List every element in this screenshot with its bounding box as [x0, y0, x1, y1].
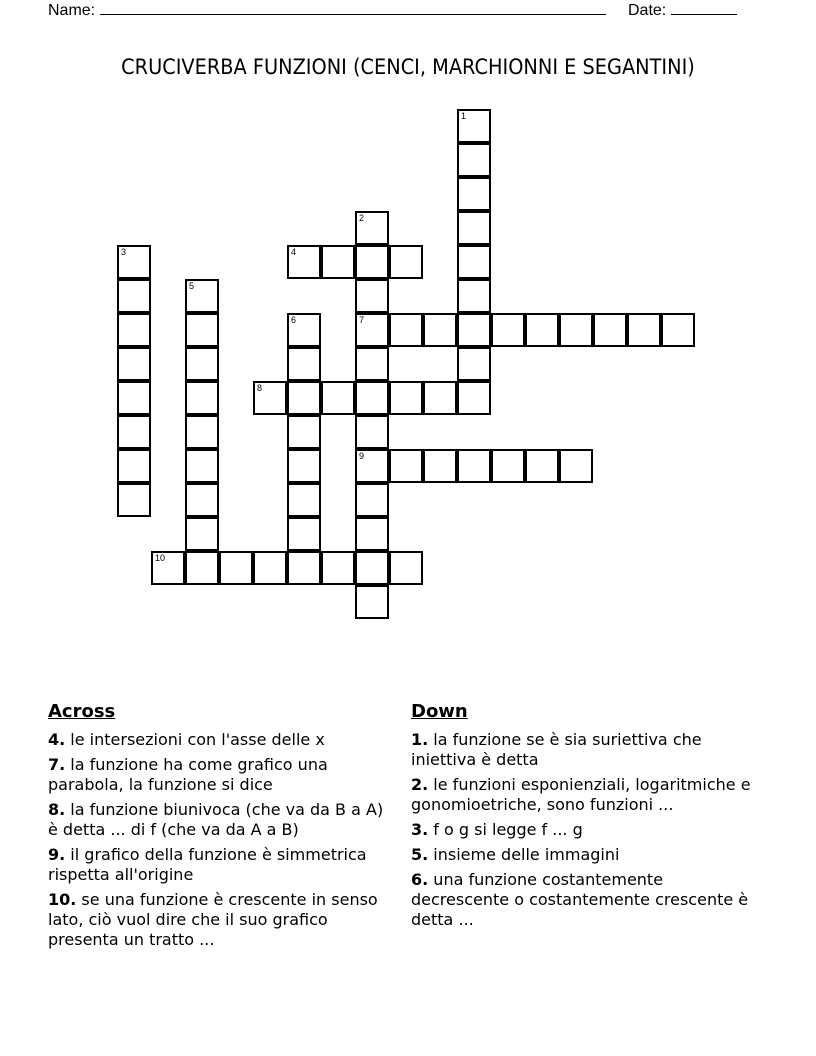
crossword-cell[interactable]	[355, 551, 389, 585]
clue-item-number: 3.	[411, 820, 429, 839]
clue-item-text: insieme delle immagini	[428, 845, 620, 864]
clue-number: 10	[155, 553, 166, 563]
clue-item	[411, 775, 761, 815]
clue-number: 3	[121, 247, 127, 257]
clue-item	[48, 755, 398, 795]
clue-item-number: 10.	[48, 890, 77, 909]
crossword-cell[interactable]	[185, 449, 219, 483]
crossword-cell[interactable]	[457, 313, 491, 347]
clue-item-number: 8.	[48, 800, 66, 819]
crossword-cell[interactable]	[491, 449, 525, 483]
down-clues	[411, 700, 761, 935]
crossword-cell[interactable]	[185, 313, 219, 347]
crossword-cell[interactable]	[355, 381, 389, 415]
crossword-cell[interactable]	[389, 245, 423, 279]
crossword-cell[interactable]	[355, 279, 389, 313]
clue-item-number: 6.	[411, 870, 429, 889]
crossword-cell[interactable]	[287, 517, 321, 551]
crossword-cell[interactable]	[151, 551, 185, 585]
crossword-cell[interactable]	[117, 415, 151, 449]
crossword-cell[interactable]	[117, 483, 151, 517]
clue-item-text: la funzione biunivoca (che va da B a A) è detta ... di f (che va da A a B)	[48, 800, 384, 839]
crossword-cell[interactable]	[593, 313, 627, 347]
crossword-cell[interactable]	[457, 211, 491, 245]
clue-item-text: una funzione costantemente decrescente o costantemente crescente è detta ...	[411, 870, 749, 929]
crossword-cell[interactable]	[525, 449, 559, 483]
crossword-cell[interactable]	[219, 551, 253, 585]
crossword-cell[interactable]	[389, 449, 423, 483]
crossword-cell[interactable]	[287, 313, 321, 347]
clue-item	[48, 730, 398, 750]
down-heading: Down	[411, 701, 468, 722]
crossword-cell[interactable]	[185, 483, 219, 517]
crossword-cell[interactable]	[559, 449, 593, 483]
crossword-cell[interactable]	[457, 449, 491, 483]
crossword-cell[interactable]	[389, 381, 423, 415]
clue-number: 8	[257, 383, 263, 393]
clue-number: 4	[291, 247, 297, 257]
clue-item	[411, 820, 761, 840]
clue-item-text: se una funzione è crescente in senso lato, ciò vuol dire che il suo grafico presenta un tratto ...	[48, 890, 378, 949]
crossword-cell[interactable]	[627, 313, 661, 347]
across-clues	[48, 700, 398, 955]
crossword-cell[interactable]	[661, 313, 695, 347]
crossword-cell[interactable]	[253, 381, 287, 415]
crossword-cell[interactable]	[355, 415, 389, 449]
crossword-cell[interactable]	[117, 381, 151, 415]
clue-item-number: 2.	[411, 775, 429, 794]
clue-number: 7	[359, 315, 365, 325]
crossword-cell[interactable]	[355, 211, 389, 245]
crossword-cell[interactable]	[423, 381, 457, 415]
across-heading: Across	[48, 701, 116, 722]
clue-item-text: la funzione ha come grafico una parabola, la funzione si dice	[48, 755, 328, 794]
crossword-cell[interactable]	[355, 313, 389, 347]
crossword-cell[interactable]	[457, 177, 491, 211]
crossword-cell[interactable]	[389, 313, 423, 347]
clue-item-text: le intersezioni con l'asse delle x	[65, 730, 325, 749]
crossword-cell[interactable]	[185, 279, 219, 313]
crossword-cell[interactable]	[287, 551, 321, 585]
clue-number: 6	[291, 315, 297, 325]
clue-number: 9	[359, 451, 365, 461]
page-title: CRUCIVERBA FUNZIONI (CENCI, MARCHIONNI E SEGANTINI)	[121, 55, 695, 79]
clue-item-text: la funzione se è sia suriettiva che iniettiva è detta	[411, 730, 702, 769]
crossword-cell[interactable]	[389, 551, 423, 585]
clue-item-number: 7.	[48, 755, 66, 774]
crossword-cell[interactable]	[491, 313, 525, 347]
crossword-cell[interactable]	[457, 109, 491, 143]
clue-item	[48, 800, 398, 840]
crossword-cell[interactable]	[355, 483, 389, 517]
clue-item	[48, 890, 398, 950]
crossword-cell[interactable]	[185, 415, 219, 449]
crossword-cell[interactable]	[525, 313, 559, 347]
crossword-cell[interactable]	[355, 245, 389, 279]
clue-item-number: 9.	[48, 845, 66, 864]
crossword-cell[interactable]	[185, 381, 219, 415]
crossword-cell[interactable]	[457, 347, 491, 381]
crossword-cell[interactable]	[287, 449, 321, 483]
crossword-cell[interactable]	[185, 551, 219, 585]
crossword-cell[interactable]	[287, 245, 321, 279]
crossword-cell[interactable]	[423, 449, 457, 483]
crossword-cell[interactable]	[185, 347, 219, 381]
name-label: Name:	[48, 2, 96, 19]
crossword-cell[interactable]	[457, 381, 491, 415]
crossword-cell[interactable]	[321, 245, 355, 279]
crossword-cell[interactable]	[457, 245, 491, 279]
crossword-cell[interactable]	[117, 313, 151, 347]
crossword-cell[interactable]	[185, 517, 219, 551]
clue-item-text: le funzioni esponienziali, logaritmiche e gonomioetriche, sono funzioni ...	[411, 775, 751, 814]
crossword-cell[interactable]	[287, 381, 321, 415]
crossword-cell[interactable]	[457, 279, 491, 313]
crossword-cell[interactable]	[287, 415, 321, 449]
clue-item-number: 4.	[48, 730, 66, 749]
crossword-cell[interactable]	[423, 313, 457, 347]
date-label: Date:	[628, 2, 667, 19]
crossword-cell[interactable]	[117, 245, 151, 279]
clue-item-text: il grafico della funzione è simmetrica rispetta all'origine	[48, 845, 367, 884]
crossword-cell[interactable]	[117, 347, 151, 381]
crossword-cell[interactable]	[253, 551, 287, 585]
crossword-cell[interactable]	[117, 449, 151, 483]
crossword-cell[interactable]	[117, 279, 151, 313]
clue-item	[411, 870, 761, 930]
crossword-cell[interactable]	[355, 347, 389, 381]
clue-item	[48, 845, 398, 885]
crossword-cell[interactable]	[287, 483, 321, 517]
crossword-cell[interactable]	[559, 313, 593, 347]
clue-number: 5	[189, 281, 195, 291]
clue-item-number: 1.	[411, 730, 429, 749]
clue-number: 1	[461, 111, 467, 121]
clue-item	[411, 845, 761, 865]
crossword-cell[interactable]	[287, 347, 321, 381]
crossword-cell[interactable]	[355, 585, 389, 619]
crossword-cell[interactable]	[321, 381, 355, 415]
clue-number: 2	[359, 213, 365, 223]
clue-item-text: f o g si legge f ... g	[428, 820, 583, 839]
crossword-cell[interactable]	[321, 551, 355, 585]
clue-item	[411, 730, 761, 770]
crossword-cell[interactable]	[457, 143, 491, 177]
clue-item-number: 5.	[411, 845, 429, 864]
crossword-cell[interactable]	[355, 449, 389, 483]
crossword-cell[interactable]	[355, 517, 389, 551]
